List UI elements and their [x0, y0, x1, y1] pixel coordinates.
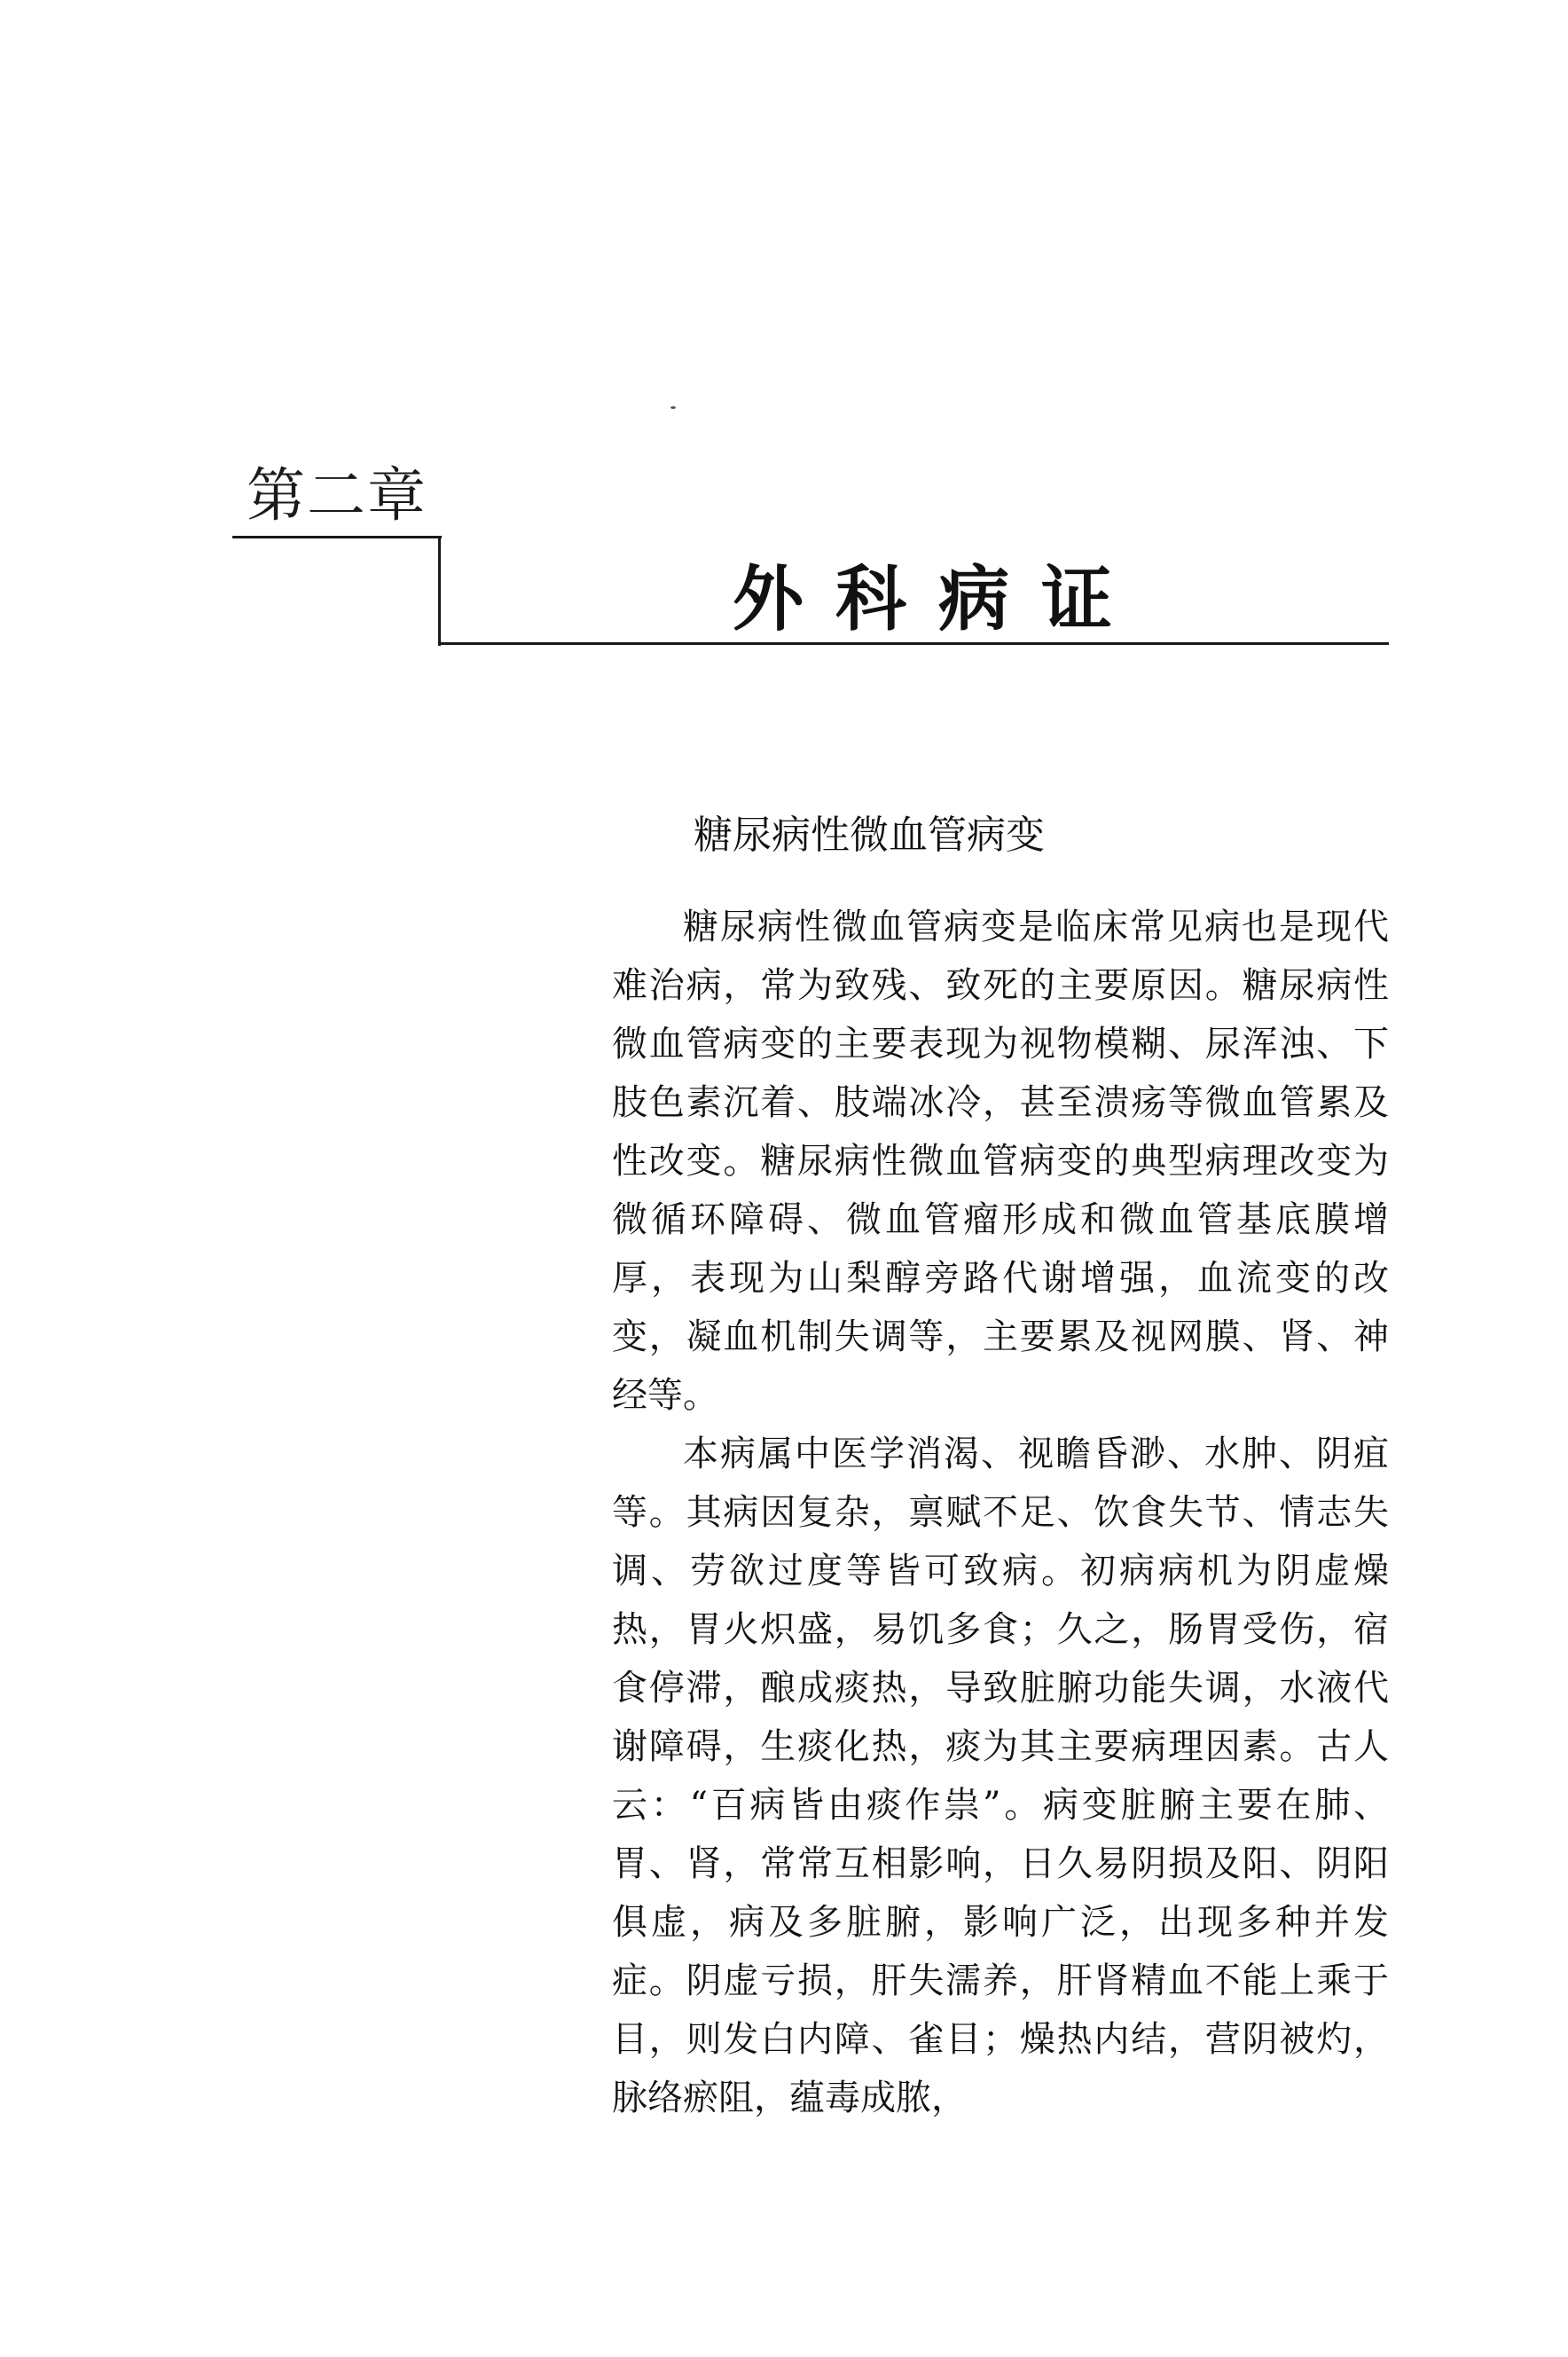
scan-speck — [670, 406, 676, 409]
paragraph: 本病属中医学消渴、视瞻昏渺、水肿、阴疽等。其病因复杂，禀赋不足、饮食失节、情志失调、劳欲过度等皆可致病。初病病机为阴虚燥热，胃火炽盛，易饥多食；久之，肠胃受伤，宿食停滞，酿成痰热，导致脏腑功能失调，水液代谢障碍，生痰化热，痰为其主要病理因素。古人云：“百病皆由痰作祟”。病变脏腑主要在肺、胃、肾，常常互相影响，日久易阴损及阳、阴阳俱虚，病及多脏腑，影响广泛，出现多种并发症。阴虚亏损，肝失濡养，肝肾精血不能上乘于目，则发白内障、雀目；燥热内结，营阴被灼，脉络瘀阻，蕴毒成脓， — [612, 1434, 1389, 2118]
chapter-rule-bottom — [438, 642, 1389, 645]
chapter-title: 外科病证 — [733, 558, 1144, 640]
chapter-rule-top — [232, 536, 442, 538]
section-title: 糖尿病性微血管病变 — [694, 813, 1045, 858]
chapter-rule-vertical — [438, 536, 441, 646]
paragraph: 糖尿病性微血管病变是临床常见病也是现代难治病，常为致残、致死的主要原因。糖尿病性微血管病变的主要表现为视物模糊、尿浑浊、下肢色素沉着、肢端冰冷，甚至溃疡等微血管累及性改变。糖尿病性微血管病变的典型病理改变为微循环障碍、微血管瘤形成和微血管基底膜增厚，表现为山梨醇旁路代谢增强，血流变的改变，凝血机制失调等，主要累及视网膜、肾、神经等。 — [612, 907, 1389, 1416]
chapter-label: 第二章 — [247, 461, 427, 530]
body-text — [612, 898, 1389, 2127]
